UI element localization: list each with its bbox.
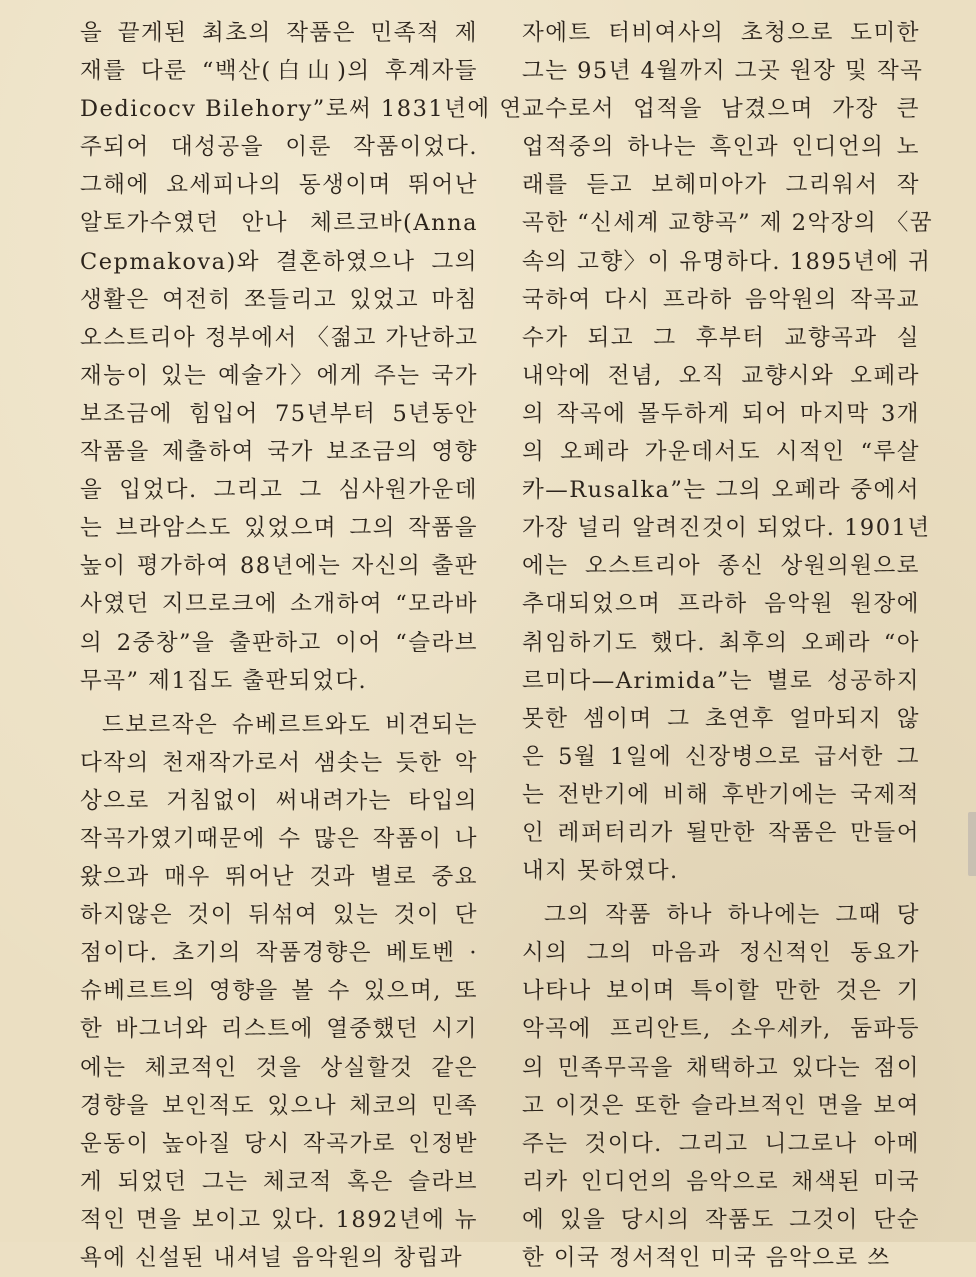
text-line: 내지 못하였다. (522, 858, 679, 885)
text-line: 높이 평가하여 88년에는 자신의 출판 (80, 553, 478, 580)
text-line: 알토가수였던 안나 체르코바(Anna (80, 210, 478, 237)
text-line: 시의 그의 마음과 정신적인 동요가 (522, 940, 920, 967)
text-line: 의 민족무곡을 채택하고 있다는 점이 (522, 1054, 920, 1081)
text-line: 는 전반기에 비해 후반기에는 국제적 (522, 781, 920, 808)
text-line: 드보르작은 슈베르트와도 비견되는 (102, 711, 478, 738)
text-line: 재능이 있는 예술가〉에게 주는 국가 (80, 362, 478, 389)
text-line: 내악에 전념, 오직 교향시와 오페라 (522, 362, 920, 389)
text-line: 르미다—Arimida”는 별로 성공하지 (522, 667, 920, 694)
text-line: 적인 면을 보이고 있다. 1892년에 뉴 (80, 1206, 478, 1233)
text-line: 그의 작품 하나 하나에는 그때 당 (544, 902, 920, 929)
text-line: 경향을 보인적도 있으나 체코의 민족 (80, 1092, 478, 1119)
text-line: 상으로 거침없이 써내려가는 타입의 (80, 787, 478, 814)
page-edge-tab (968, 812, 976, 876)
text-line: 주는 것이다. 그리고 니그로나 아메 (522, 1130, 920, 1157)
text-line: 의 2중창”을 출판하고 이어 “슬라브 (80, 629, 478, 656)
text-line: Cepmakova)와 결혼하였으나 그의 (80, 248, 478, 275)
text-line: 다작의 천재작가로서 샘솟는 듯한 악 (80, 749, 478, 776)
text-line: 을 끝게된 최초의 작품은 민족적 제 (80, 20, 478, 46)
text-line: 슈베르트의 영향을 볼 수 있으며, 또 (80, 978, 478, 1005)
text-line: 국하여 다시 프라하 음악원의 작곡교 (522, 286, 920, 313)
text-line: 사였던 지므로크에 소개하여 “모라바 (80, 591, 478, 618)
text-line: 인 레퍼터리가 될만한 작품은 만들어 (522, 819, 920, 846)
text-line: 자에트 터비여사의 초청으로 도미한 (522, 20, 920, 46)
text-line: 생활은 여전히 쪼들리고 있었고 마침 (80, 286, 478, 313)
text-line: 보조금에 힘입어 75년부터 5년동안 (80, 400, 478, 427)
text-line: 욕에 신설된 내셔널 음악원의 창립과 (80, 1245, 464, 1271)
text-line: 무곡” 제1집도 출판되었다. (80, 667, 368, 694)
text-line: 곡한 “신세계 교향곡” 제 2악장의 〈꿈 (522, 210, 934, 237)
text-line: 에는 체코적인 것을 상실할것 같은 (80, 1054, 478, 1081)
text-line: 작품을 제출하여 국가 보조금의 영향 (80, 439, 478, 466)
text-line: 을 입었다. 그리고 그 심사원가운데 (80, 477, 478, 504)
text-line: 수가 되고 그 후부터 교향곡과 실 (522, 324, 920, 351)
text-line: 못한 셈이며 그 초연후 얼마되지 않 (522, 705, 920, 732)
text-line: 그해에 요세피나의 동생이며 뛰어난 (80, 172, 478, 199)
text-line: 교수로서 업적을 남겼으며 가장 큰 (522, 96, 920, 123)
right-column (522, 14, 934, 1277)
text-line: 게 되었던 그는 체코적 혹은 슬라브 (80, 1168, 478, 1195)
text-line: 주되어 대성공을 이룬 작품이었다. (80, 134, 478, 161)
text-line: 재를 다룬 “백산(白山)의 후계자들 (80, 58, 478, 85)
text-line: Dedicocv Bilehory”로써 1831년에 연 (80, 96, 523, 123)
text-line: 한 이국 정서적인 미국 음악으로 쓰 (522, 1245, 891, 1271)
text-line: 가장 널리 알려진것이 되었다. 1901년 (522, 515, 931, 542)
text-line: 점이다. 초기의 작품경향은 베토벤 · (80, 940, 478, 967)
text-line: 그는 95년 4월까지 그곳 원장 및 작곡 (522, 58, 924, 85)
text-line: 왔으과 매우 뛰어난 것과 별로 중요 (80, 864, 478, 891)
text-line: 래를 듣고 보헤미아가 그리워서 작 (522, 172, 920, 199)
text-line: 업적중의 하나는 흑인과 인디언의 노 (522, 134, 920, 161)
text-line: 카—Rusalka”는 그의 오페라 중에서 (522, 477, 920, 504)
text-line: 한 바그너와 리스트에 열중했던 시기 (80, 1016, 478, 1043)
text-line: 는 브라암스도 있었으며 그의 작품을 (80, 515, 478, 542)
text-line: 나타나 보이며 특이할 만한 것은 기 (522, 978, 920, 1005)
text-line: 속의 고향〉이 유명하다. 1895년에 귀 (522, 248, 932, 275)
text-line: 고 이것은 또한 슬라브적인 면을 보여 (522, 1092, 920, 1119)
text-line: 에는 오스트리아 종신 상원의원으로 (522, 553, 920, 580)
text-line: 하지않은 것이 뒤섞여 있는 것이 단 (80, 902, 478, 929)
text-line: 리카 인디언의 음악으로 채색된 미국 (522, 1168, 920, 1195)
left-column (80, 14, 523, 1277)
text-line: 에 있을 당시의 작품도 그것이 단순 (522, 1206, 920, 1233)
text-line: 악곡에 프리안트, 소우세카, 둠파등 (522, 1016, 920, 1043)
text-line: 작곡가였기때문에 수 많은 작품이 나 (80, 825, 478, 852)
text-line: 의 오페라 가운데서도 시적인 “루살 (522, 439, 920, 466)
text-line: 오스트리아 정부에서 〈젊고 가난하고 (80, 324, 479, 351)
text-line: 운동이 높아질 당시 작곡가로 인정받 (80, 1130, 478, 1157)
text-line: 취임하기도 했다. 최후의 오페라 “아 (522, 629, 920, 656)
text-line: 추대되었으며 프라하 음악원 원장에 (522, 591, 920, 618)
text-line: 은 5월 1일에 신장병으로 급서한 그 (522, 743, 920, 770)
text-line: 의 작곡에 몰두하게 되어 마지막 3개 (522, 400, 920, 427)
